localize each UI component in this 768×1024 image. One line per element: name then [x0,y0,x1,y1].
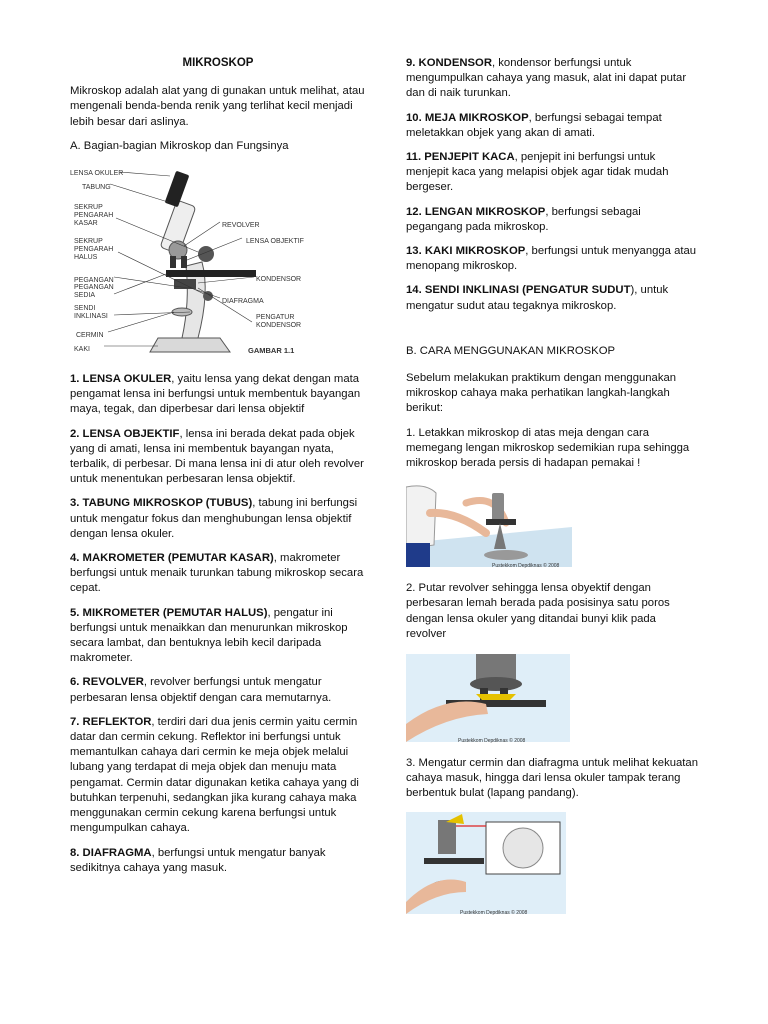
step-2-image [406,654,570,742]
part-13-desc: , berfungsi untuk menyangga atau menopang mikroskop. [406,245,697,273]
part-12-desc: , berfungsi sebagai pegangang pada mikroskop. [406,205,641,233]
label-lensa-objektif: LENSA OBJEKTIF [246,238,304,246]
label-sendi-inklinasi: SENDI INKLINASI [74,305,108,321]
part-6-term: 6. REVOLVER [70,676,144,689]
label-tabung: TABUNG [82,184,111,192]
part-6-desc: , revolver berfungsi untuk mengatur perbesaran lensa objektif dengan cara memutarnya. [70,676,332,704]
step-3-illustration [406,812,566,914]
part-6 [70,675,366,705]
stage-shape [166,270,256,277]
part-9-term: 9. KONDENSOR [406,57,492,69]
label-pegangan-sedia: PEGANGAN SEDIA [74,284,114,300]
part-1-desc: , yaitu lensa yang dekat dengan mata pengamat lensa ini berfungsi untuk membentuk bayangan maya, tegak, dan diperbesar dari lensa objektif [70,373,361,416]
part-12-term: 12. LENGAN MIKROSKOP [406,205,546,218]
section-b-intro: Sebelum melakukan praktikum dengan menggunakan mikroskop cahaya maka perhatikan langkah-langkah berikut: [406,372,677,415]
part-14 [406,283,698,313]
step-2-illustration [406,654,570,745]
part-5-term: 5. MIKROMETER (PEMUTAR HALUS) [70,606,268,619]
part-8 [70,846,366,876]
part-3-desc: , tabung ini berfungsi untuk mengatur fokus dan menghubungan lensa objektif dengan lensa okuler. [70,497,358,540]
part-9 [406,56,698,102]
part-11-term: 11. PENJEPIT KACA [406,151,515,164]
step-3: 3. Mengatur cermin dan diafragma untuk melihat kekuatan cahaya masuk, hingga dari lensa okuler tampak terang berbentuk bulat (lapang pandang). [406,757,698,800]
part-12 [406,205,698,235]
label-lensa-okuler: LENSA OKULER [70,170,124,178]
figure-caption: GAMBAR 1.1 [248,346,295,356]
label-kondensor: KONDENSOR [256,276,302,284]
label-diafragma: DIAFRAGMA [222,298,264,306]
page-title: MIKROSKOP [182,57,254,69]
part-14-desc: ), untuk mengatur sudut atau tegaknya mikroskop. [406,284,669,312]
label-sekrup-kasar: SEKRUP PENGARAH KASAR [74,204,114,228]
part-2-term: 2. LENSA OBJEKTIF [70,427,180,440]
step-1: 1. Letakkan mikroskop di atas meja dengan cara memegang lengan mikroskop sedemikian rupa sehingga mikroskop berada persis di hadapan pemakai ! [406,426,690,470]
part-10-term: 10. MEJA MIKROSKOP [406,111,529,124]
step-1-illustration [406,483,572,570]
step-3-image [406,812,566,914]
part-2 [70,427,366,488]
part-2-desc: , lensa ini berada dekat pada objek yang di amati, lensa ini membentuk bayangan nyata, terbalik, di perbesar. Di mana lensa ini di atur oleh revolver untuk menentukan perbesaran lensa objektif. [70,427,364,486]
part-14-term: 14. SENDI INKLINASI (PENGATUR SUDUT [406,284,631,297]
coarse-knob-shape [198,246,214,262]
step-1-image [406,483,572,567]
step-1-credit: Pustekkom Depdiknas © 2008 [492,563,560,570]
part-3-term: 3. TABUNG MIKROSKOP (TUBUS) [70,497,253,510]
part-7-term: 7. REFLEKTOR [70,715,152,728]
part-5-desc: , pengatur ini berfungsi untuk menaikkan dan menurunkan mikroskop secara lambat, dan bentuknya lebih kecil daripada makrometer. [70,606,348,665]
part-4-desc: , makrometer berfungsi untuk menaik turunkan tabung mikroskop secara cepat. [70,552,364,595]
step-2-credit: Pustekkom Depdiknas © 2008 [458,738,526,745]
part-10-desc: , berfungsi sebagai tempat meletakkan objek yang akan di amati. [406,111,662,139]
label-pengatur-kondensor: PENGATUR KONDENSOR [256,314,302,330]
part-8-desc: , berfungsi untuk mengatur banyak sedikitnya cahaya yang masuk. [70,846,326,874]
label-cermin: CERMIN [76,332,104,340]
part-8-term: 8. DIAFRAGMA [70,846,152,859]
part-11-desc: , penjepit ini berfungsi untuk menjepit kaca yang melapisi objek agar tidak mudah bergeser. [406,151,669,194]
intro-paragraph: Mikroskop adalah alat yang di gunakan untuk melihat, atau mengenali benda-benda renik yang terlihat kecil menjadi lebih besar dari aslinya. [70,85,365,128]
part-3 [70,496,366,542]
part-5 [70,606,366,667]
part-9-desc: , kondensor berfungsi untuk mengumpulkan cahaya yang masuk, alat ini dapat putar dan di naik turunkan. [406,57,687,100]
label-pegangan: PEGANGAN [74,277,114,285]
microscope-figure [70,162,366,358]
objective-shape-2 [181,256,187,268]
part-13 [406,244,698,274]
part-7-desc: , terdiri dari dua jenis cermin yaitu cermin datar dan cermin cekung. Reflektor ini berfungsi untuk memantulkan cahaya dari cermin ke meja objek melalui lubang yang terdapat di meja objek dan menuju mata pengamat. Cermin datar digunakan ketika cahaya yang di butuhkan terpenuhi, sedangkan jika kurang cahaya maka menggunakan cermin cekung karena berfungsi untuk mengumpulkan cahaya. [70,715,359,835]
part-13-term: 13. KAKI MIKROSKOP [406,245,526,258]
part-10 [406,111,698,141]
right-column [406,56,698,928]
part-1-term: 1. LENSA OKULER [70,373,172,386]
part-7 [70,715,366,837]
step-3-credit: Pustekkom Depdiknas © 2008 [460,909,528,916]
label-revolver: REVOLVER [222,222,260,230]
part-4 [70,551,366,597]
objective-shape [170,256,176,268]
base-shape [150,338,230,352]
section-b-heading: B. CARA MENGGUNAKAN MIKROSKOP [406,344,616,357]
part-1 [70,372,366,418]
label-kaki: KAKI [74,346,90,354]
section-a-heading: A. Bagian-bagian Mikroskop dan Fungsinya [70,139,289,152]
label-sekrup-halus: SEKRUP PENGARAH HALUS [74,238,114,262]
left-column [70,56,366,885]
step-2: 2. Putar revolver sehingga lensa obyektif dengan perbesaran lemah berada pada posisinya satu poros dengan lensa okuler yang ditandai bunyi klik pada revolver [406,582,670,640]
part-4-term: 4. MAKROMETER (PEMUTAR KASAR) [70,552,274,565]
part-11 [406,150,698,196]
